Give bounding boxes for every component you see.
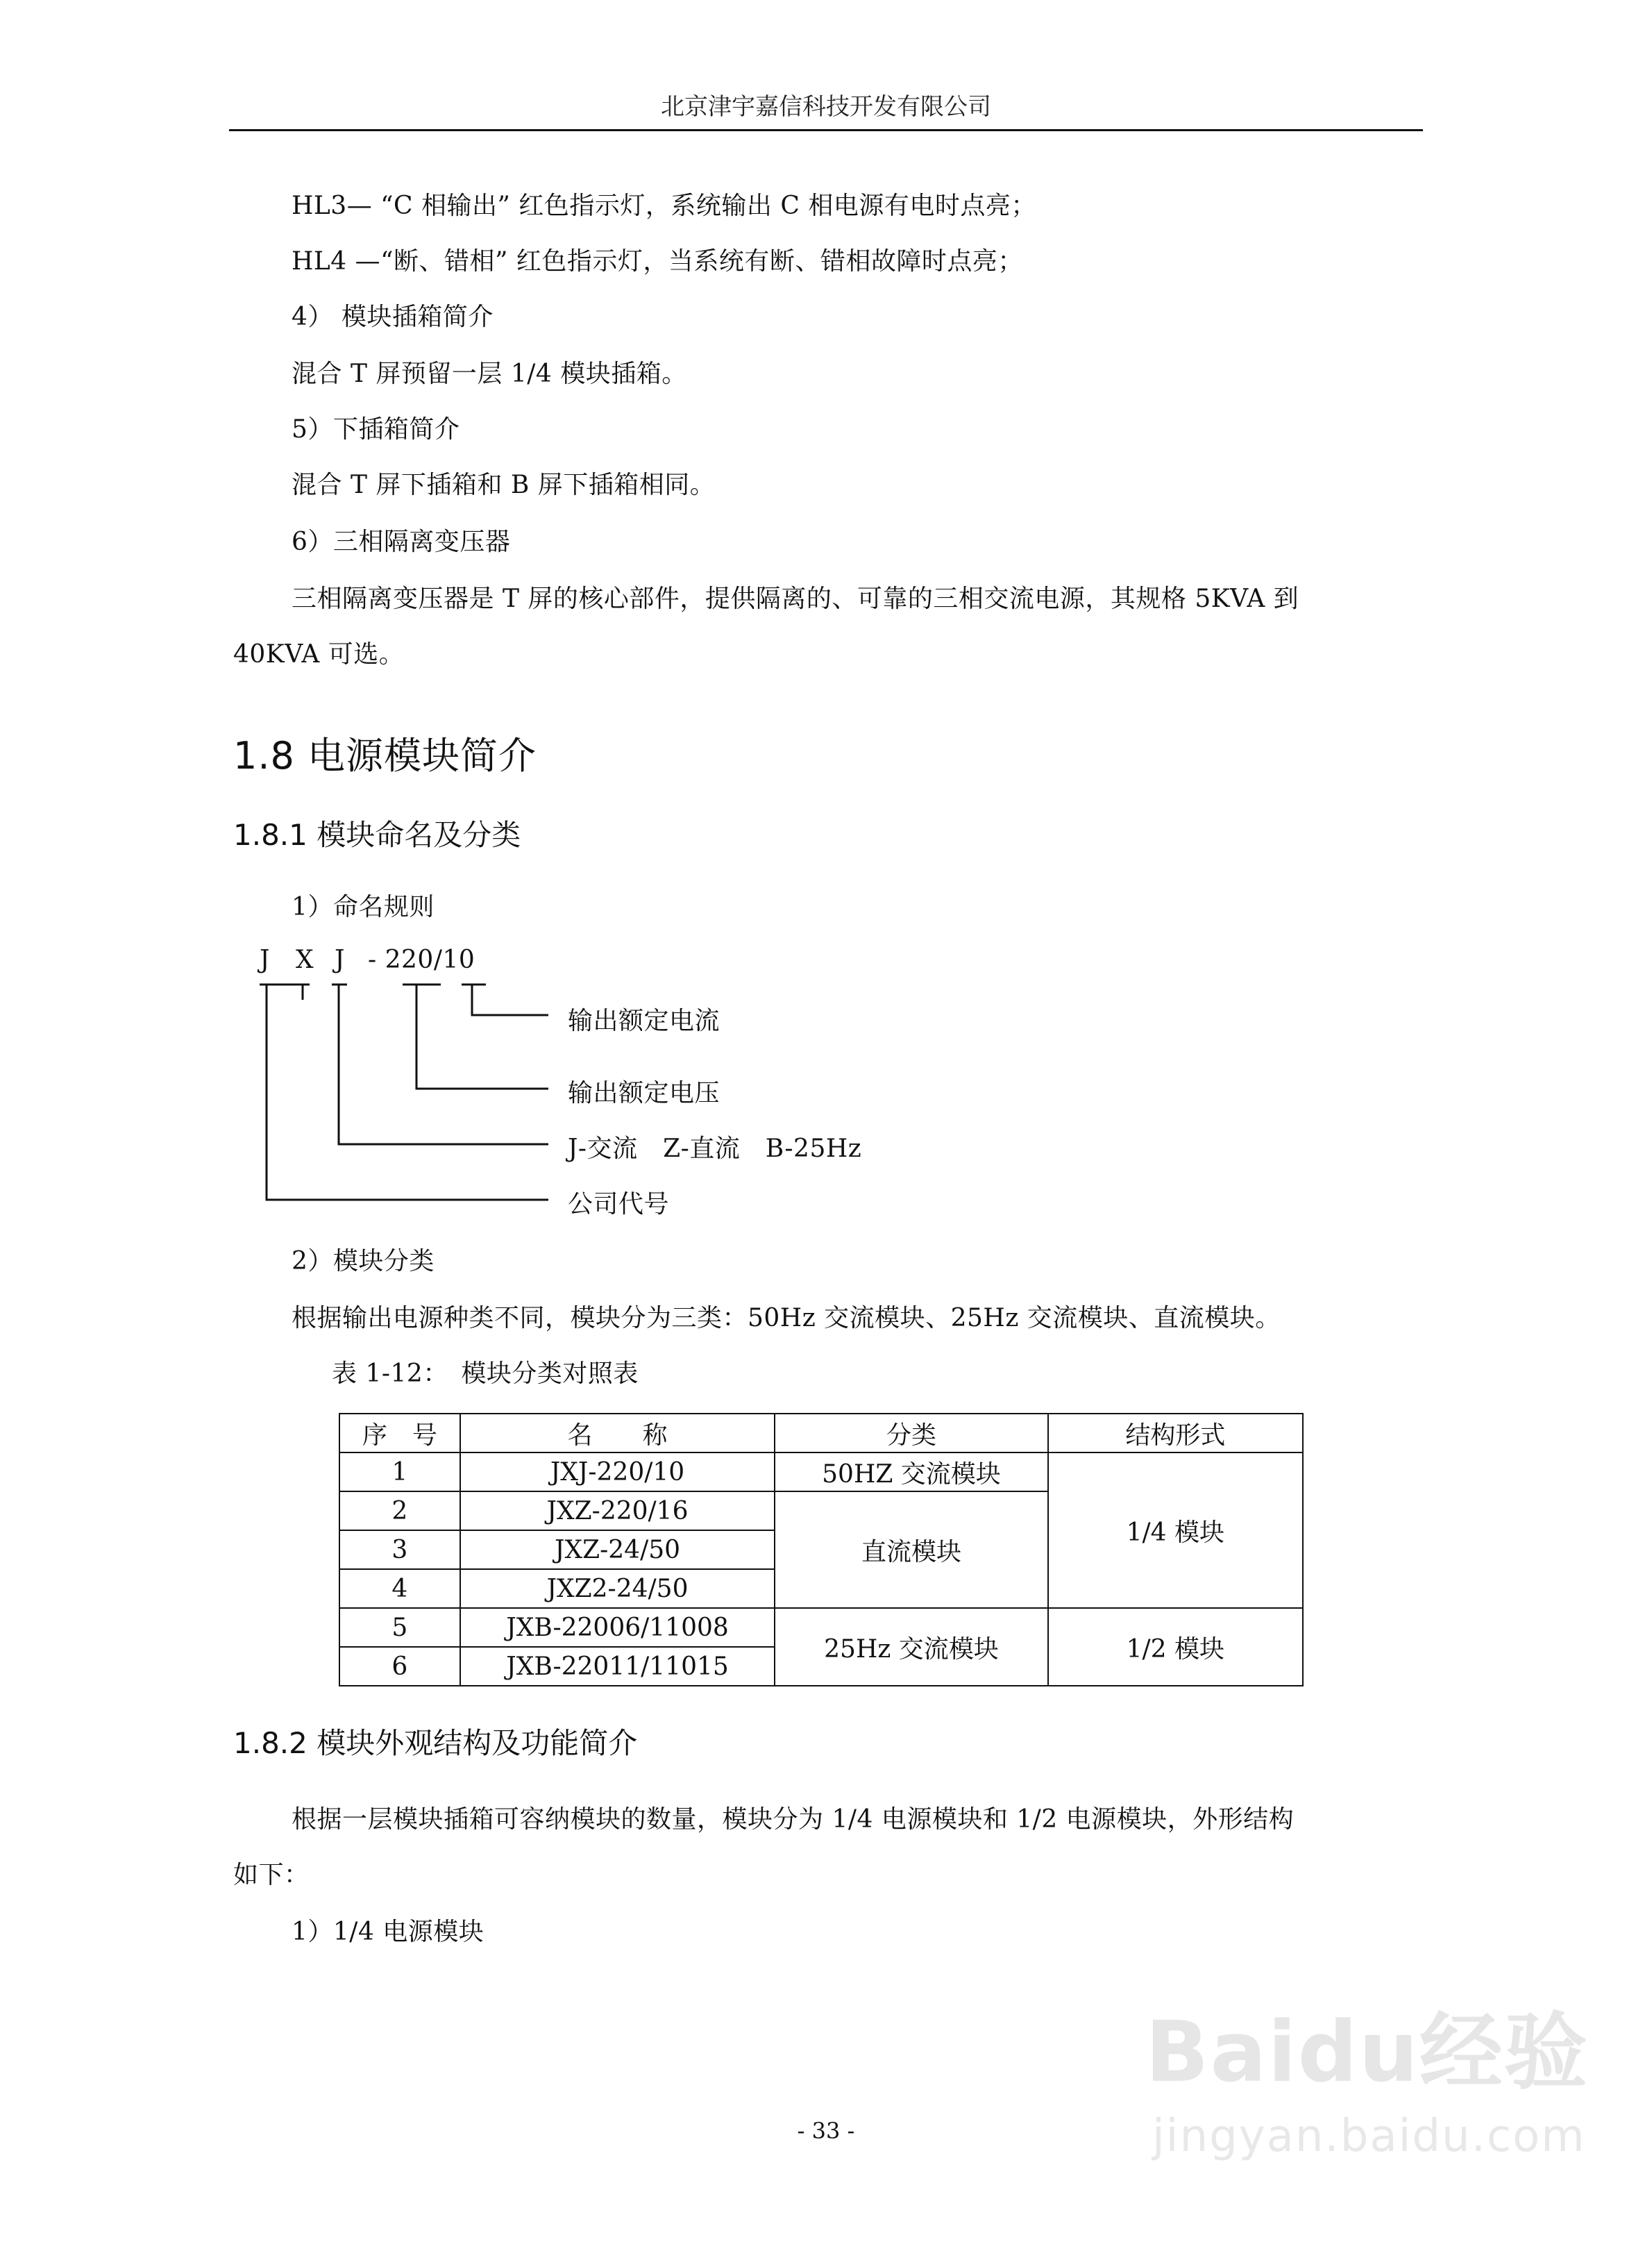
cell-number: 5 (339, 1608, 460, 1647)
cell-category-dc: 直流模块 (775, 1491, 1047, 1608)
code-letter-j2: J (335, 946, 345, 974)
paragraph-structure-cont: 如下： (233, 1861, 310, 1889)
paragraph-hl4: HL4 —“断、错相” 红色指示灯，当系统有断、错相故障时点亮； (292, 247, 1023, 276)
paragraph-module-box: 混合 T 屏预留一层 1/4 模块插箱。 (292, 360, 687, 388)
subsection-title-naming: 1.8.1 模块命名及分类 (233, 818, 521, 852)
cell-name: JXB-22011/11015 (460, 1647, 775, 1686)
cell-name: JXZ-24/50 (460, 1530, 775, 1569)
subsection-title-structure: 1.8.2 模块外观结构及功能简介 (233, 1726, 638, 1760)
cell-name: JXJ-220/10 (460, 1452, 775, 1491)
cell-name: JXZ2-24/50 (460, 1569, 775, 1608)
header-name: 名 称 (460, 1414, 775, 1452)
item-quarter-module: 1）1/4 电源模块 (292, 1918, 484, 1946)
leader-voltage (416, 985, 548, 1089)
module-classification-table (339, 1413, 1304, 1686)
item-module-box: 4） 模块插箱简介 (292, 303, 494, 331)
paragraph-transformer-cont: 40KVA 可选。 (233, 640, 405, 669)
header-category: 分类 (775, 1414, 1047, 1452)
cell-number: 2 (339, 1491, 460, 1530)
cell-name: JXZ-220/16 (460, 1491, 775, 1530)
cell-category-25hz: 25Hz 交流模块 (775, 1608, 1047, 1686)
cell-number: 4 (339, 1569, 460, 1608)
section-title: 1.8 电源模块简介 (233, 734, 537, 778)
table-row (339, 1608, 1303, 1647)
leader-company-j (267, 985, 548, 1200)
item-lower-box: 5）下插箱简介 (292, 415, 460, 444)
table-row (339, 1452, 1303, 1491)
label-type-code: J-交流 Z-直流 B-25Hz (568, 1134, 862, 1163)
cell-form-quarter: 1/4 模块 (1048, 1452, 1303, 1608)
header-form: 结构形式 (1048, 1414, 1303, 1452)
page-header-company: 北京津宇嘉信科技开发有限公司 (661, 93, 991, 121)
cell-number: 6 (339, 1647, 460, 1686)
code-rating: - 220/10 (368, 946, 475, 974)
cell-form-half: 1/2 模块 (1048, 1608, 1303, 1686)
item-classification: 2）模块分类 (292, 1247, 435, 1275)
cell-number: 1 (339, 1452, 460, 1491)
code-letter-j: J (260, 946, 270, 974)
label-rated-voltage: 输出额定电压 (568, 1079, 720, 1107)
cell-name: JXB-22006/11008 (460, 1608, 775, 1647)
leader-type (339, 985, 548, 1144)
label-rated-current: 输出额定电流 (568, 1007, 720, 1035)
paragraph-structure: 根据一层模块插箱可容纳模块的数量，模块分为 1/4 电源模块和 1/2 电源模块，外形结构 (292, 1805, 1295, 1834)
table-caption: 表 1-12： 模块分类对照表 (332, 1359, 639, 1388)
paragraph-hl3: HL3— “C 相输出” 红色指示灯，系统输出 C 相电源有电时点亮； (292, 192, 1036, 220)
item-naming-rule: 1）命名规则 (292, 893, 435, 921)
label-company-code: 公司代号 (568, 1190, 670, 1219)
page-number: - 33 - (797, 2118, 855, 2144)
watermark-url: jingyan.baidu.com (1152, 2111, 1586, 2162)
code-letter-x: X (296, 946, 314, 974)
cell-number: 3 (339, 1530, 460, 1569)
table-header-row (339, 1414, 1303, 1452)
watermark-logo: Baidu经验 (1145, 2004, 1589, 2101)
leader-current (472, 985, 548, 1015)
paragraph-lower-box: 混合 T 屏下插箱和 B 屏下插箱相同。 (292, 471, 716, 499)
paragraph-classification: 根据输出电源种类不同，模块分为三类：50Hz 交流模块、25Hz 交流模块、直流模块。 (292, 1304, 1281, 1332)
header-number: 序 号 (339, 1414, 460, 1452)
item-transformer: 6）三相隔离变压器 (292, 528, 511, 556)
paragraph-transformer: 三相隔离变压器是 T 屏的核心部件，提供隔离的、可靠的三相交流电源，其规格 5KVA 到 (292, 585, 1299, 613)
cell-category-50hz: 50HZ 交流模块 (775, 1452, 1047, 1491)
